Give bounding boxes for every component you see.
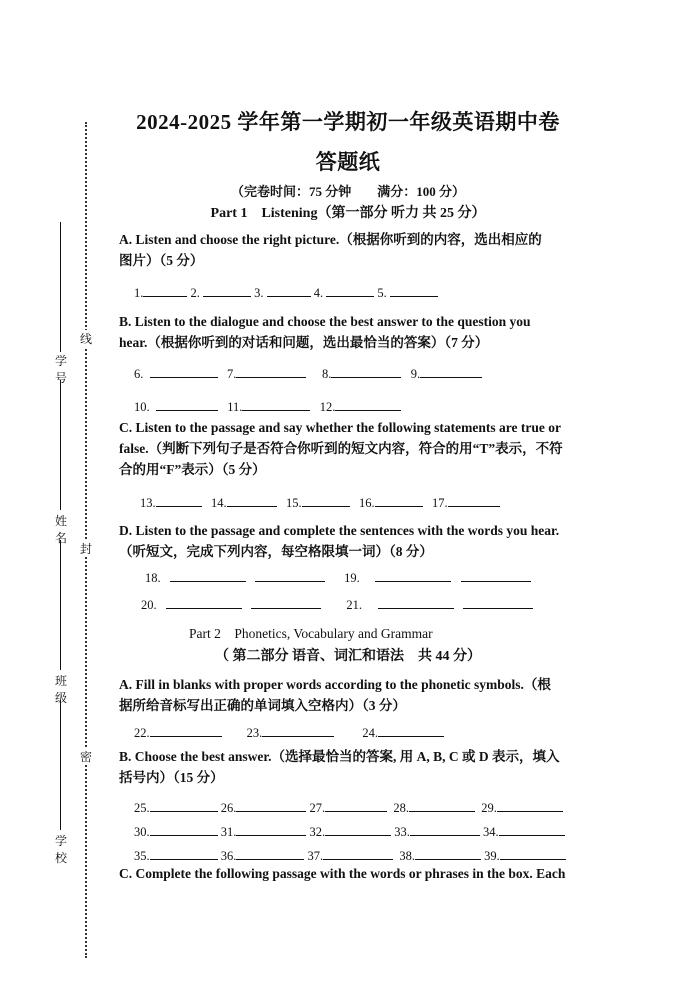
seal-char-line: 线 [79, 332, 92, 346]
answer-blank-32[interactable] [325, 823, 391, 836]
section-1c-instruction: C. Listen to the passage and say whether the following statements are true or false.（判断下列句子是否符合你听到的短文内容，符合的用“T”表示，不符 合的用“F”表示）（5 分） [119, 420, 563, 477]
name-label: 姓 名 [54, 514, 67, 545]
answer-blank-23[interactable] [262, 724, 334, 737]
answer-blank-18b[interactable] [255, 569, 325, 582]
answer-row-22-24: 22. 23. 24. [134, 724, 444, 741]
answer-blank-26[interactable] [236, 799, 306, 812]
school-field-line[interactable] [60, 700, 61, 830]
answer-blank-16[interactable] [375, 494, 423, 507]
answer-row-30-34: 30. 31. 32. 33. 34. [134, 823, 565, 840]
answer-blank-20a[interactable] [166, 596, 242, 609]
answer-blank-28[interactable] [409, 799, 475, 812]
seal-char-seal: 封 [79, 542, 92, 556]
answer-blank-24[interactable] [378, 724, 444, 737]
answer-row-13-17: 13. 14. 15. 16. 17. [140, 494, 500, 511]
section-1a-instruction: A. Listen and choose the right picture.（根据你听到的内容，选出相应的 图片）（5 分） [119, 232, 542, 268]
answer-blank-19b[interactable] [461, 569, 531, 582]
answer-blank-10[interactable] [156, 398, 218, 411]
student-id-field-line[interactable] [60, 222, 61, 352]
answer-blank-13[interactable] [156, 494, 202, 507]
page-title: 2024-2025 学年第一学期初一年级英语期中卷 [136, 110, 560, 134]
answer-row-35-39: 35. 36. 37. 38. 39. [134, 847, 566, 864]
answer-blank-33[interactable] [410, 823, 480, 836]
answer-row-25-29: 25. 26. 27. 28. 29. [134, 799, 563, 816]
answer-row-18-19: 18. 19. [145, 569, 531, 586]
answer-blank-5[interactable] [390, 284, 438, 297]
answer-blank-36[interactable] [236, 847, 304, 860]
answer-blank-19a[interactable] [375, 569, 451, 582]
answer-row-10-12: 10. 11. 12. [134, 398, 401, 415]
answer-blank-27[interactable] [325, 799, 387, 812]
seal-char-secret: 密 [79, 750, 92, 764]
exam-info: （完卷时间：75 分钟 满分：100 分） [230, 184, 465, 199]
class-label: 班 级 [54, 674, 67, 705]
answer-blank-39[interactable] [500, 847, 566, 860]
answer-blank-35[interactable] [150, 847, 218, 860]
section-2c-instruction: C. Complete the following passage with the words or phrases in the box. Each [119, 866, 566, 881]
answer-blank-30[interactable] [150, 823, 218, 836]
answer-blank-3[interactable] [267, 284, 311, 297]
answer-blank-34[interactable] [499, 823, 565, 836]
answer-row-1-5: 1. 2. 3. 4. 5. [134, 284, 438, 301]
answer-blank-11[interactable] [242, 398, 310, 411]
answer-row-6-9: 6. 7. 8. 9. [134, 365, 482, 382]
answer-blank-8[interactable] [331, 365, 401, 378]
page-subtitle: 答题纸 [315, 150, 381, 174]
answer-blank-22[interactable] [150, 724, 222, 737]
part2-title: Part 2 Phonetics, Vocabulary and Grammar [189, 626, 433, 641]
answer-blank-20b[interactable] [251, 596, 321, 609]
answer-blank-21b[interactable] [463, 596, 533, 609]
answer-blank-21a[interactable] [378, 596, 454, 609]
answer-blank-2[interactable] [203, 284, 251, 297]
student-id-label: 学 号 [54, 354, 67, 385]
school-label: 学 校 [54, 834, 67, 865]
answer-blank-4[interactable] [326, 284, 374, 297]
section-1d-instruction: D. Listen to the passage and complete the sentences with the words you hear. （听短文，完成下列内容，每空格限填一词）（8 分） [119, 523, 560, 559]
answer-blank-37[interactable] [323, 847, 393, 860]
section-2a-instruction: A. Fill in blanks with proper words according to the phonetic symbols.（根 据所给音标写出正确的单词填入空格内）（3 分） [119, 677, 551, 713]
answer-blank-12[interactable] [335, 398, 401, 411]
part2-subtitle: （ 第二部分 语音、词汇和语法 共 44 分） [215, 649, 481, 664]
answer-row-20-21: 20. 21. [141, 596, 533, 613]
section-2b-instruction: B. Choose the best answer.（选择最恰当的答案, 用 A, B, C 或 D 表示，填入 括号内）（15 分） [119, 749, 560, 785]
part1-title: Part 1 Listening（第一部分 听力 共 25 分） [210, 206, 486, 221]
answer-blank-38[interactable] [415, 847, 481, 860]
answer-blank-25[interactable] [150, 799, 218, 812]
answer-blank-29[interactable] [497, 799, 563, 812]
name-field-line[interactable] [60, 380, 61, 510]
answer-blank-1[interactable] [143, 284, 187, 297]
answer-blank-14[interactable] [227, 494, 277, 507]
answer-blank-9[interactable] [420, 365, 482, 378]
answer-blank-7[interactable] [236, 365, 306, 378]
answer-blank-18a[interactable] [170, 569, 246, 582]
answer-blank-6[interactable] [150, 365, 218, 378]
answer-blank-15[interactable] [302, 494, 350, 507]
answer-blank-31[interactable] [236, 823, 306, 836]
section-1b-instruction: B. Listen to the dialogue and choose the best answer to the question you hear.（根据你听到的对话和问题，选出最恰当的答案）（7 分） [119, 314, 531, 350]
answer-blank-17[interactable] [448, 494, 500, 507]
